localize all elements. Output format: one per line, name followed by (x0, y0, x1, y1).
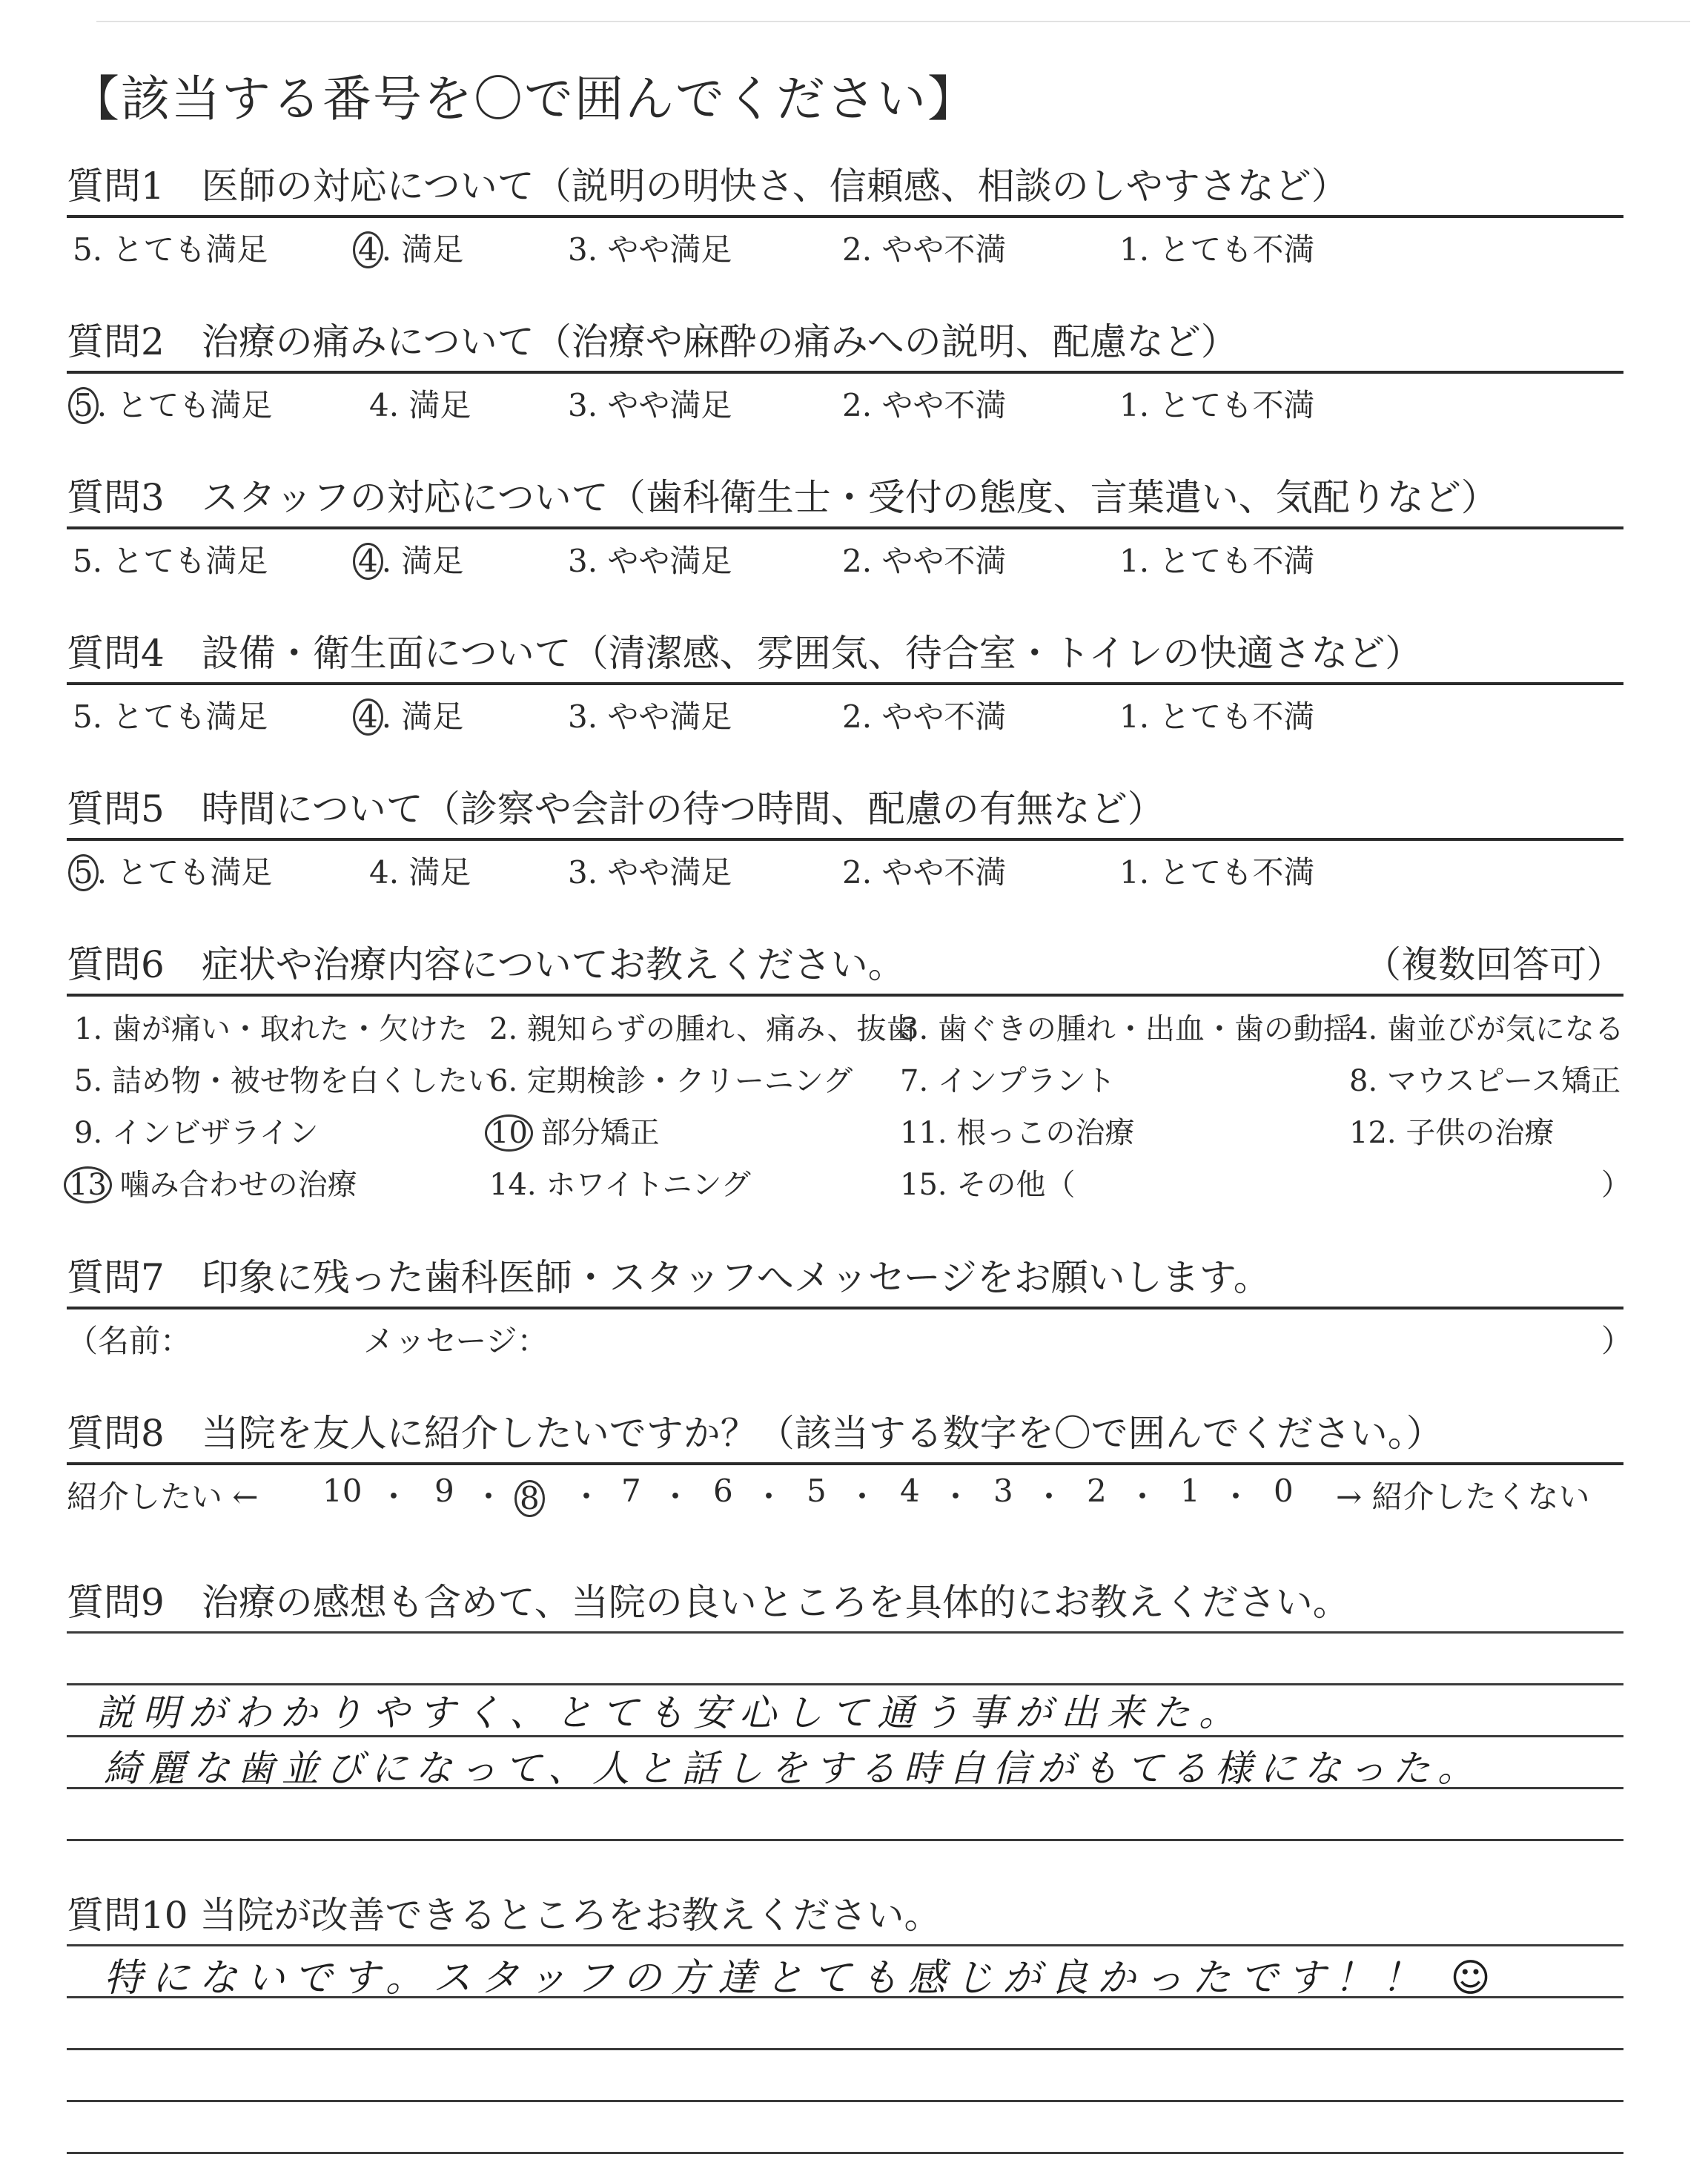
question-6 (67, 940, 1631, 1219)
question-10 (67, 1891, 1623, 1940)
symptom-item[interactable]: 8. マウスピース矯正 (1349, 1064, 1621, 1098)
scale-0[interactable]: 0 (1274, 1473, 1294, 1509)
symptom-item[interactable]: 14. ホワイトニング (489, 1168, 751, 1202)
rating-options (67, 841, 1623, 893)
question-7 (67, 1253, 1633, 1361)
dot-separator: ・ (1220, 1479, 1252, 1515)
option-5[interactable]: 5 . とても満足 (73, 381, 272, 426)
answer-line (67, 2100, 1623, 2102)
option-3[interactable]: 3. やや満足 (568, 231, 732, 268)
scale-9[interactable]: 9 (434, 1473, 454, 1509)
handwritten-answer: 綺麗な歯並びになって、人と話しをする時自信がもてる様になった。 (104, 1747, 1482, 1790)
option-3[interactable]: 3. やや満足 (568, 543, 732, 579)
symptom-item[interactable]: 3. 歯ぐきの腫れ・出血・歯の動揺 (900, 1012, 1353, 1046)
symptom-item[interactable]: 2. 親知らずの腫れ、痛み、抜歯 (489, 1012, 916, 1046)
dot-separator: ・ (473, 1479, 505, 1515)
symptom-item[interactable]: 15. その他（ (900, 1168, 1076, 1202)
question-title: 質問7 印象に残った歯科医師・スタッフへメッセージをお願いします。 (67, 1256, 1271, 1299)
answer-line (67, 2048, 1623, 2050)
rating-options (67, 685, 1623, 737)
message-label: メッセージ： (363, 1323, 549, 1359)
handwritten-answer: 説明がわかりやすく、とても安心して通う事が出来た。 (96, 1691, 1245, 1734)
option-3[interactable]: 3. やや満足 (568, 387, 732, 423)
symptom-item[interactable]: 5. 詰め物・被せ物を白くしたい (74, 1064, 497, 1098)
selection-circle: 5 (68, 387, 99, 424)
selection-circle: 4 (353, 231, 383, 268)
dot-separator: ・ (847, 1479, 878, 1515)
scale-4[interactable]: 4 (900, 1473, 920, 1509)
symptom-item[interactable]: 12. 子供の治療 (1349, 1116, 1555, 1150)
option-1[interactable]: 1. とても不満 (1119, 854, 1315, 891)
dot-separator: ・ (940, 1479, 972, 1515)
question-title: 質問4 設備・衛生面について（清潔感、雰囲気、待合室・トイレの快適さなど） (67, 632, 1423, 675)
symptom-item[interactable]: 9. インビザライン (74, 1116, 319, 1150)
option-4[interactable]: 4 . 満足 (357, 693, 463, 737)
rating-options (67, 374, 1623, 426)
option-4[interactable]: 4. 満足 (369, 854, 471, 891)
selection-circle: 8 (514, 1480, 545, 1517)
option-1[interactable]: 1. とても不満 (1119, 698, 1315, 735)
symptom-item[interactable]: 6. 定期検診・クリーニング (489, 1064, 853, 1098)
answer-line (67, 2152, 1623, 2154)
option-5[interactable]: 5. とても満足 (73, 698, 268, 735)
scale-3[interactable]: 3 (993, 1473, 1013, 1509)
scale-right-label: → 紹介したくない (1336, 1479, 1590, 1515)
option-1[interactable]: 1. とても不満 (1119, 543, 1315, 579)
dot-separator: ・ (378, 1479, 410, 1515)
top-border (96, 21, 1690, 22)
symptom-item[interactable]: 7. インプラント (900, 1064, 1116, 1098)
rating-options (67, 529, 1623, 581)
option-4[interactable]: 4. 満足 (369, 387, 471, 423)
selection-circle: 10 (485, 1114, 533, 1152)
question-4 (67, 629, 1623, 737)
option-5[interactable]: 5 . とても満足 (73, 848, 272, 893)
option-5[interactable]: 5. とても満足 (73, 543, 268, 579)
scale-2[interactable]: 2 (1087, 1473, 1107, 1509)
answer-line (67, 1839, 1623, 1841)
symptom-item[interactable]: 11. 根っこの治療 (900, 1116, 1135, 1150)
message-fields (67, 1309, 1633, 1361)
option-4[interactable]: 4 . 満足 (357, 225, 463, 270)
question-9 (67, 1578, 1623, 1627)
symptom-item[interactable]: 4. 歯並びが気になる (1349, 1012, 1624, 1046)
selection-circle: 4 (353, 543, 383, 580)
rating-options (67, 218, 1623, 270)
option-3[interactable]: 3. やや満足 (568, 698, 732, 735)
option-5[interactable]: 5. とても満足 (73, 231, 268, 268)
scale-5[interactable]: 5 (807, 1473, 827, 1509)
symptom-item-selected[interactable]: 13 噛み合わせの治療 (68, 1161, 357, 1203)
other-close-paren: ） (1601, 1168, 1631, 1202)
option-1[interactable]: 1. とても不満 (1119, 387, 1315, 423)
option-1[interactable]: 1. とても不満 (1119, 231, 1315, 268)
symptom-item[interactable]: 1. 歯が痛い・取れた・欠けた (74, 1012, 468, 1046)
selection-circle: 5 (68, 854, 99, 891)
question-title: 質問8 当院を友人に紹介したいですか？（該当する数字を〇で囲んでください。） (67, 1412, 1443, 1455)
question-title: 質問3 スタッフの対応について（歯科衛生士・受付の態度、言葉遣い、気配りなど） (67, 476, 1498, 519)
question-title: 質問10 当院が改善できるところをお教えください。 (67, 1894, 941, 1937)
question-title (67, 940, 1623, 989)
selection-circle: 13 (64, 1166, 112, 1203)
close-paren: ） (1601, 1323, 1633, 1359)
scale-7[interactable]: 7 (621, 1473, 641, 1509)
form-heading: 【該当する番号を〇で囲んでください】 (70, 70, 978, 128)
option-2[interactable]: 2. やや不満 (842, 387, 1007, 423)
scale-left-label: 紹介したい ← (67, 1479, 259, 1515)
question-title: 質問5 時間について（診察や会計の待つ時間、配慮の有無など） (67, 787, 1165, 830)
dot-separator: ・ (660, 1479, 692, 1515)
question-title: 質問1 医師の対応について（説明の明快さ、信頼感、相談のしやすさなど） (67, 165, 1348, 208)
option-2[interactable]: 2. やや不満 (842, 231, 1007, 268)
question-title: 質問9 治療の感想も含めて、当院の良いところを具体的にお教えください。 (67, 1581, 1350, 1624)
scale-6[interactable]: 6 (713, 1473, 733, 1509)
symptom-item-selected[interactable]: 10 部分矯正 (489, 1109, 660, 1152)
question-title: 質問2 治療の痛みについて（治療や麻酔の痛みへの説明、配慮など） (67, 320, 1238, 363)
question-5 (67, 785, 1623, 893)
option-2[interactable]: 2. やや不満 (842, 543, 1007, 579)
answer-line (67, 1631, 1623, 1634)
option-3[interactable]: 3. やや満足 (568, 854, 732, 891)
name-label: （名前： (67, 1323, 192, 1359)
option-2[interactable]: 2. やや不満 (842, 698, 1007, 735)
dot-separator: ・ (753, 1479, 785, 1515)
symptom-options (67, 997, 1631, 1219)
selection-circle: 4 (353, 698, 383, 736)
dot-separator: ・ (1127, 1479, 1159, 1515)
dot-separator: ・ (1033, 1479, 1065, 1515)
question-8 (67, 1409, 1623, 1517)
recommend-scale (67, 1465, 1623, 1517)
question-3 (67, 473, 1623, 581)
multiple-answers-note: （複数回答可） (1364, 943, 1623, 986)
question-6-label: 質問6 症状や治療内容についてお教えください。 (67, 943, 905, 986)
scale-10[interactable]: 10 (322, 1473, 363, 1509)
option-4[interactable]: 4 . 満足 (357, 537, 463, 581)
scale-1[interactable]: 1 (1180, 1473, 1200, 1509)
dot-separator: ・ (571, 1479, 603, 1515)
option-2[interactable]: 2. やや不満 (842, 854, 1007, 891)
question-2 (67, 317, 1623, 426)
question-1 (67, 162, 1623, 270)
handwritten-answer: 特にないです。スタッフの方達とても感じが良かったです！！ ☺ (104, 1956, 1500, 2001)
